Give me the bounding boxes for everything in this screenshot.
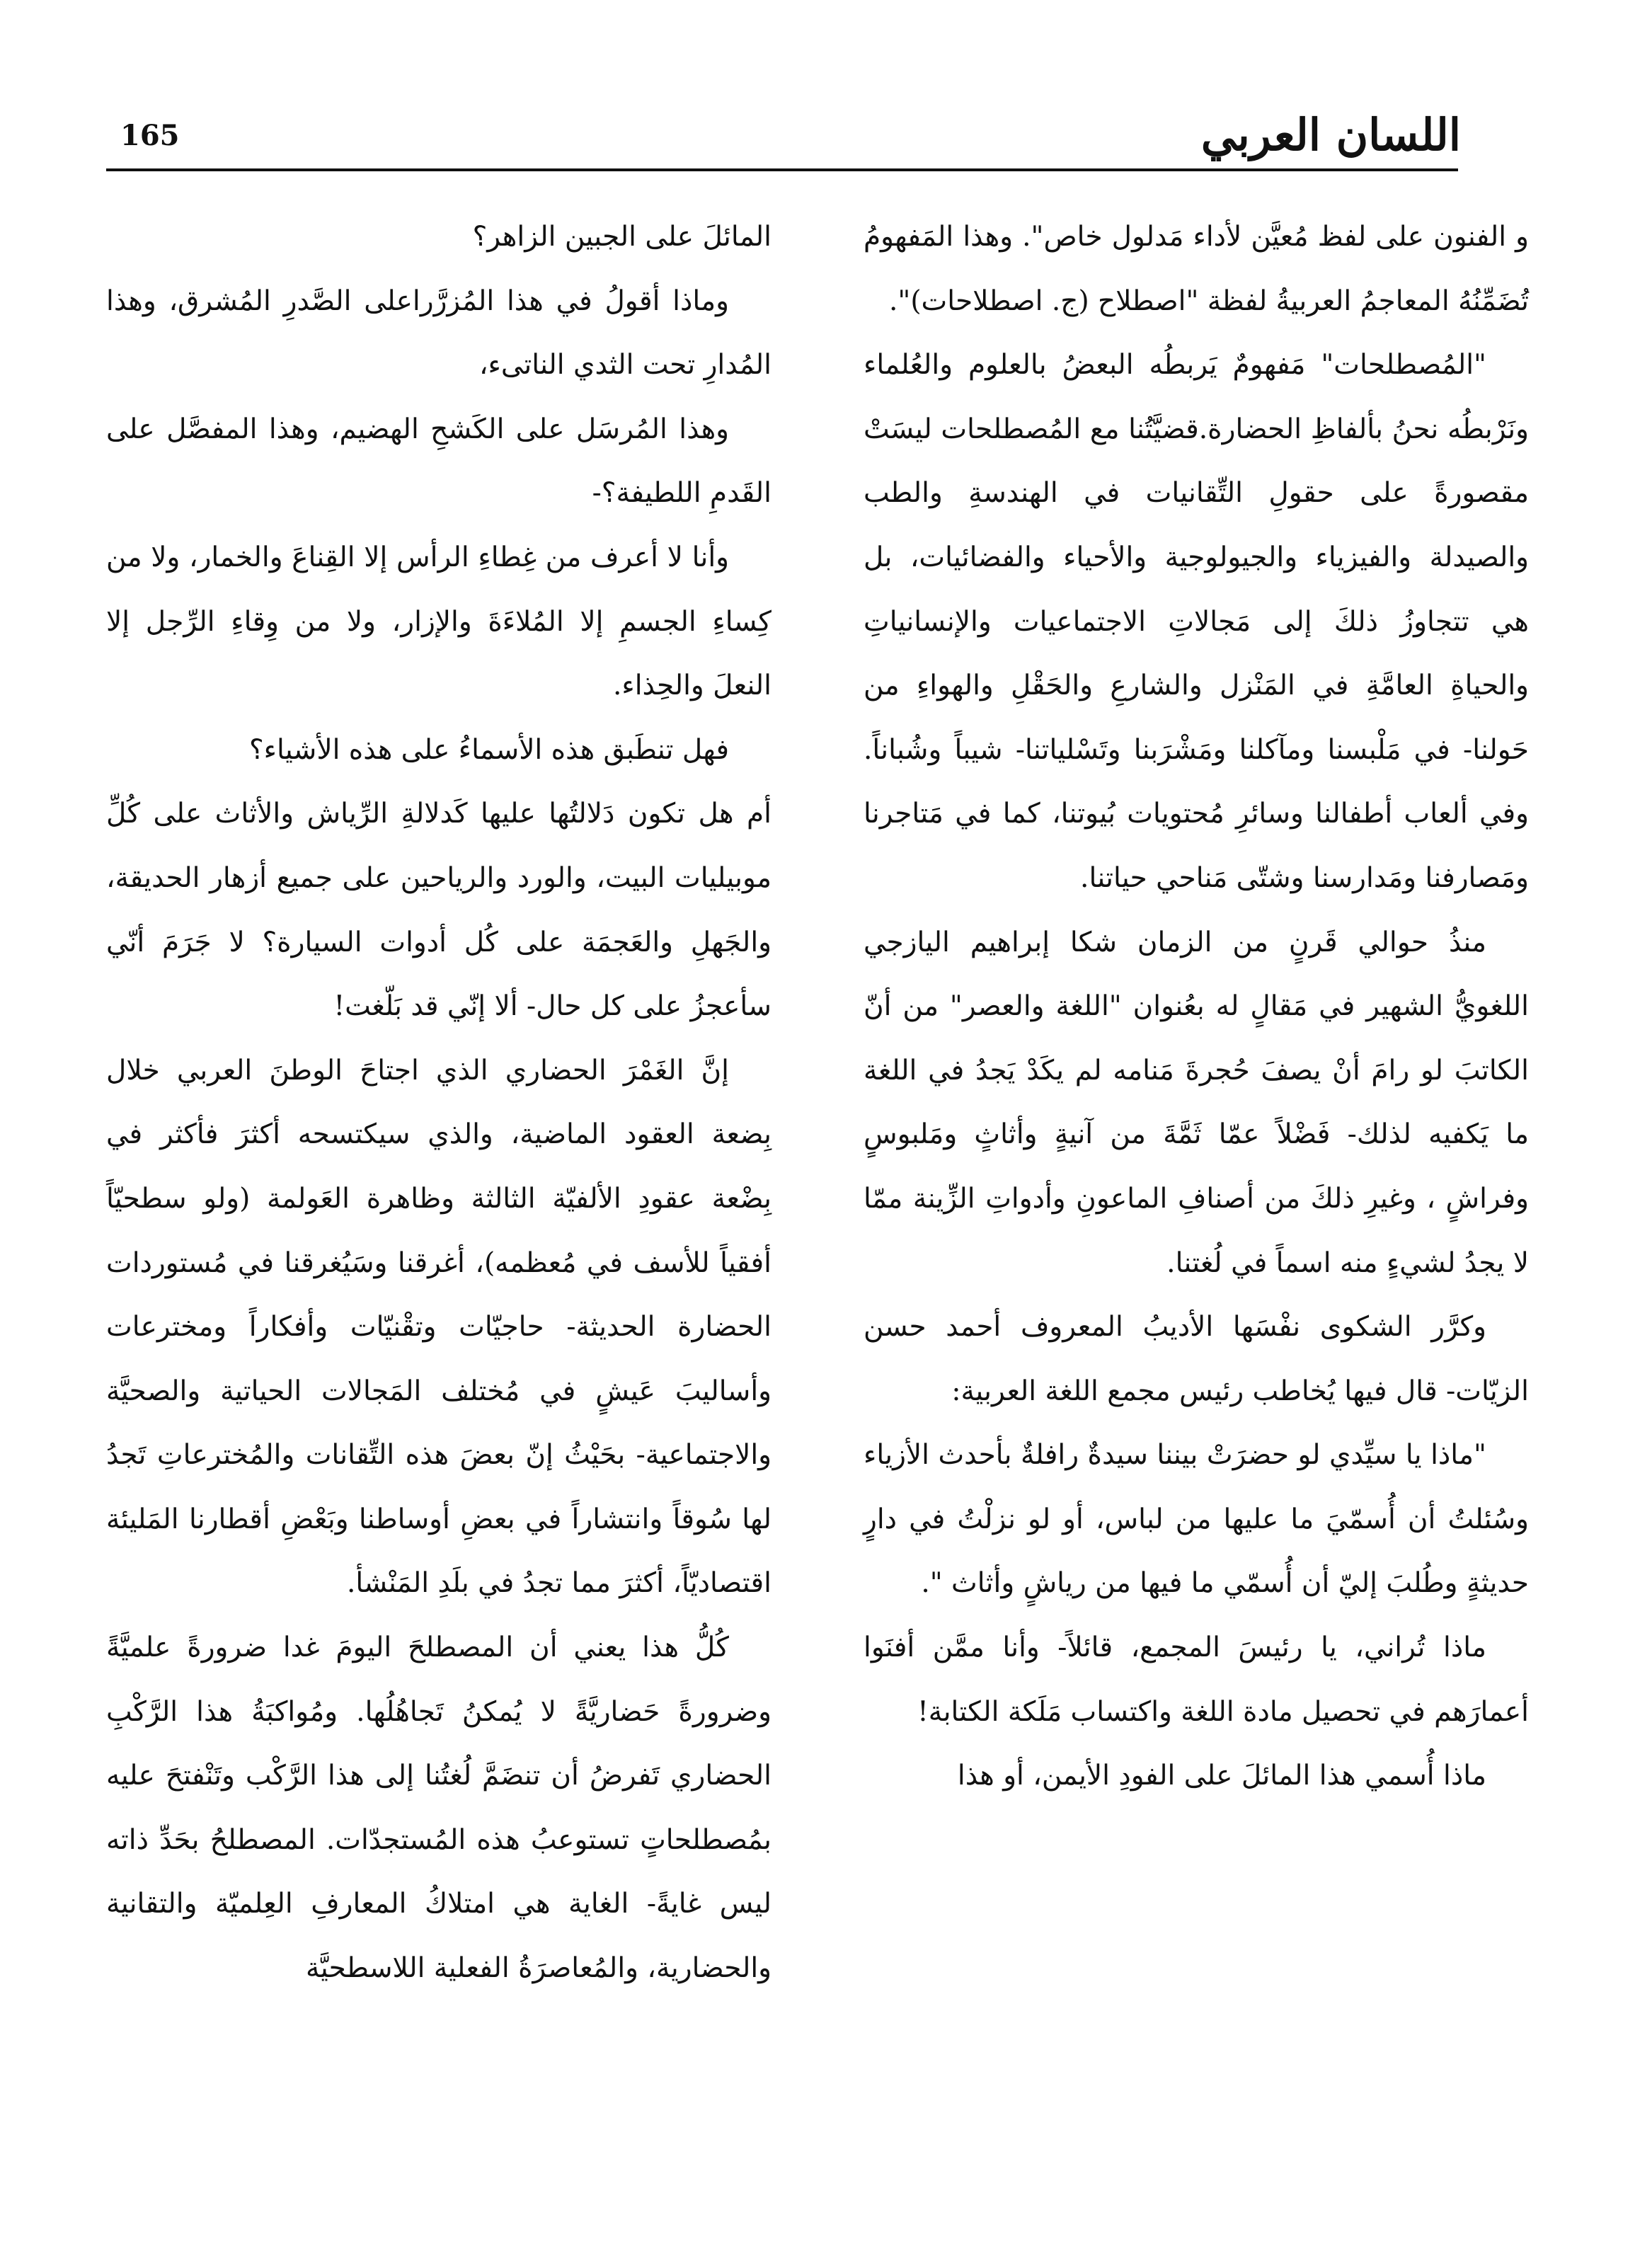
paragraph: منذُ حوالي قَرنٍ من الزمان شكا إبراهيم اليازجي اللغويُّ الشهير في مَقالٍ له بعُنوان "اللغة والعصر" من أنّ الكاتبَ لو رامَ أنْ يصفَ حُجرةَ مَنامه لم يكَدْ يَجدُ في اللغة ما يَكفيه لذلك- فَضْلاً عمّا ثَمَّةَ من آنيةٍ وأثاثٍ ومَلبوسٍ وفراشٍ ، وغيرِ ذلكَ من أصنافِ الماعونِ وأدواتِ الزِّينة ممّا لا يجدُ لشيءٍ منه اسماً في لُغتنا. bbox=[864, 926, 1529, 1279]
journal-title-logo: اللسان العربي bbox=[1200, 109, 1461, 161]
paragraph: وماذا أقولُ في هذا المُزرَّراعلى الصَّدرِ المُشرق، وهذا المُدارِ تحت الثدي الناتىء، bbox=[106, 285, 771, 382]
paragraph: "المُصطلحات" مَفهومٌ يَربطُه البعضُ بالعلوم والعُلماء ونَرْبطُه نحنُ بألفاظِ الحضارة.قضيَّتُنا مع المُصطلحات ليسَتْ مقصورةً على حقولِ التِّقانيات في الهندسةِ والطب والصيدلة والفيزياء والجيولوجية والأحياء والفضائيات، بل هي تتجاوزُ ذلكَ إلى مَجالاتِ الاجتماعيات والإنسانياتِ والحياةِ العامَّةِ في المَنْزل والشارعِ والحَقْلِ والهواءِ من حَولنا- في مَلْبسنا ومآكلنا ومَشْرَبنا وتَسْلياتنا- شيباً وشُباناً. وفي ألعاب أطفالنا وسائرِ مُحتويات بُيوتنا، كما في مَتاجرنا ومَصارفنا ومَدارسنا وشتّى مَناحي حياتنا. bbox=[864, 349, 1529, 894]
left-text-column bbox=[106, 205, 771, 2194]
paragraph: وهذا المُرسَل على الكَشحِ الهضيم، وهذا المفصَّل على القَدمِ اللطيفة؟- bbox=[106, 413, 771, 510]
paragraph: وأنا لا أعرف من غِطاءِ الرأس إلا القِناعَ والخمار، ولا من كِساءِ الجسمِ إلا المُلاءَةَ والإزار، ولا من وِقاءِ الرِّجل إلا النعلَ والحِذاء. bbox=[106, 541, 771, 702]
paragraph: كُلُّ هذا يعني أن المصطلحَ اليومَ غدا ضرورةً علميَّةً وضرورةً حَضاريَّةً لا يُمكنُ تَجاهُلُها. ومُواكبَةُ هذا الرَّكْبِ الحضاري تَفرضُ أن تنضَمَّ لُغتُنا إلى هذا الرَّكْب وتَنْفتحَ عليه بمُصطلحاتٍ تستوعبُ هذه المُستجدّات. المصطلحُ بحَدِّ ذاته ليس غايةً- الغاية هي امتلاكُ المعارفِ العِلميّة والتقانية والحضارية، والمُعاصرَةُ الفعلية اللاسطحيَّة bbox=[106, 1632, 771, 1985]
paragraph: المائلَ على الجبين الزاهر؟ bbox=[472, 221, 771, 253]
right-text-column bbox=[864, 205, 1529, 2194]
paragraph: إنَّ الغَمْرَ الحضاري الذي اجتاحَ الوطنَ العربي خلال بِضعة العقود الماضية، والذي سيكتسحه أكثرَ فأكثر في بِضْعة عقودِ الألفيّة الثالثة وظاهرة العَولمة (ولو سطحيّاً أفقياً للأسف في مُعظمه)، أغرقنا وسَيُغرقنا في مُستوردات الحضارة الحديثة- حاجيّات وتقْنيّات وأفكاراً ومخترعات وأساليبَ عَيشٍ في مُختلف المَجالات الحياتية والصحيَّة والاجتماعية- بحَيْثُ إنّ بعضَ هذه التِّقانات والمُخترعاتِ تَجدُ لها سُوقاً وانتشاراً في بعضِ أوساطنا وبَعْضِ أقطارنا المَليئة اقتصاديّاً، أكثرَ مما تجدُ في بلَدِ المَنْشأ. bbox=[106, 1054, 771, 1600]
page-header bbox=[106, 106, 1461, 177]
paragraph: "ماذا يا سيِّدي لو حضرَتْ بيننا سيدةٌ رافلةٌ بأحدث الأزياء وسُئلتُ أن أُسمّيَ ما عليها من لباس، أو لو نزلْتُ في دارٍ حديثةٍ وطُلبَ إليّ أن أُسمّي ما فيها من رياشٍ وأثاث ". bbox=[864, 1439, 1529, 1600]
paragraph: ماذا تُراني، يا رئيسَ المجمع، قائلاً- وأنا ممَّن أفنَوا أعمارَهم في تحصيل مادة اللغة واكتساب مَلَكة الكتابة! bbox=[864, 1632, 1529, 1728]
paragraph: ماذا أُسمي هذا المائلَ على الفودِ الأيمن، أو هذا bbox=[957, 1760, 1486, 1792]
page-number: 165 bbox=[120, 119, 180, 152]
paragraph: أم هل تكون دَلالتُها عليها كَدلالةِ الرِّياش والأثاث على كُلِّ موبيليات البيت، والورد والرياحين على جميع أزهار الحديقة، والجَهلِ والعَجمَة على كُل أدوات السيارة؟ لا جَرَمَ أنّي سأعجزُ على كل حال- ألا إنّي قد بَلّغت! bbox=[106, 798, 771, 1023]
paragraph: فهل تنطَبق هذه الأسماءُ على هذه الأشياء؟ bbox=[248, 733, 729, 766]
paragraph: وكرَّر الشكوى نفْسَها الأديبُ المعروف أحمد حسن الزيّات- قال فيها يُخاطب رئيس مجمع اللغة العربية: bbox=[864, 1311, 1529, 1407]
header-divider bbox=[106, 168, 1458, 171]
paragraph: و الفنون على لفظ مُعيَّن لأداء مَدلول خاص". وهذا المَفهومُ تُضَمِّنُهُ المعاجمُ العربيةُ لفظة "اصطلاح (ج. اصطلاحات)". bbox=[864, 221, 1529, 317]
